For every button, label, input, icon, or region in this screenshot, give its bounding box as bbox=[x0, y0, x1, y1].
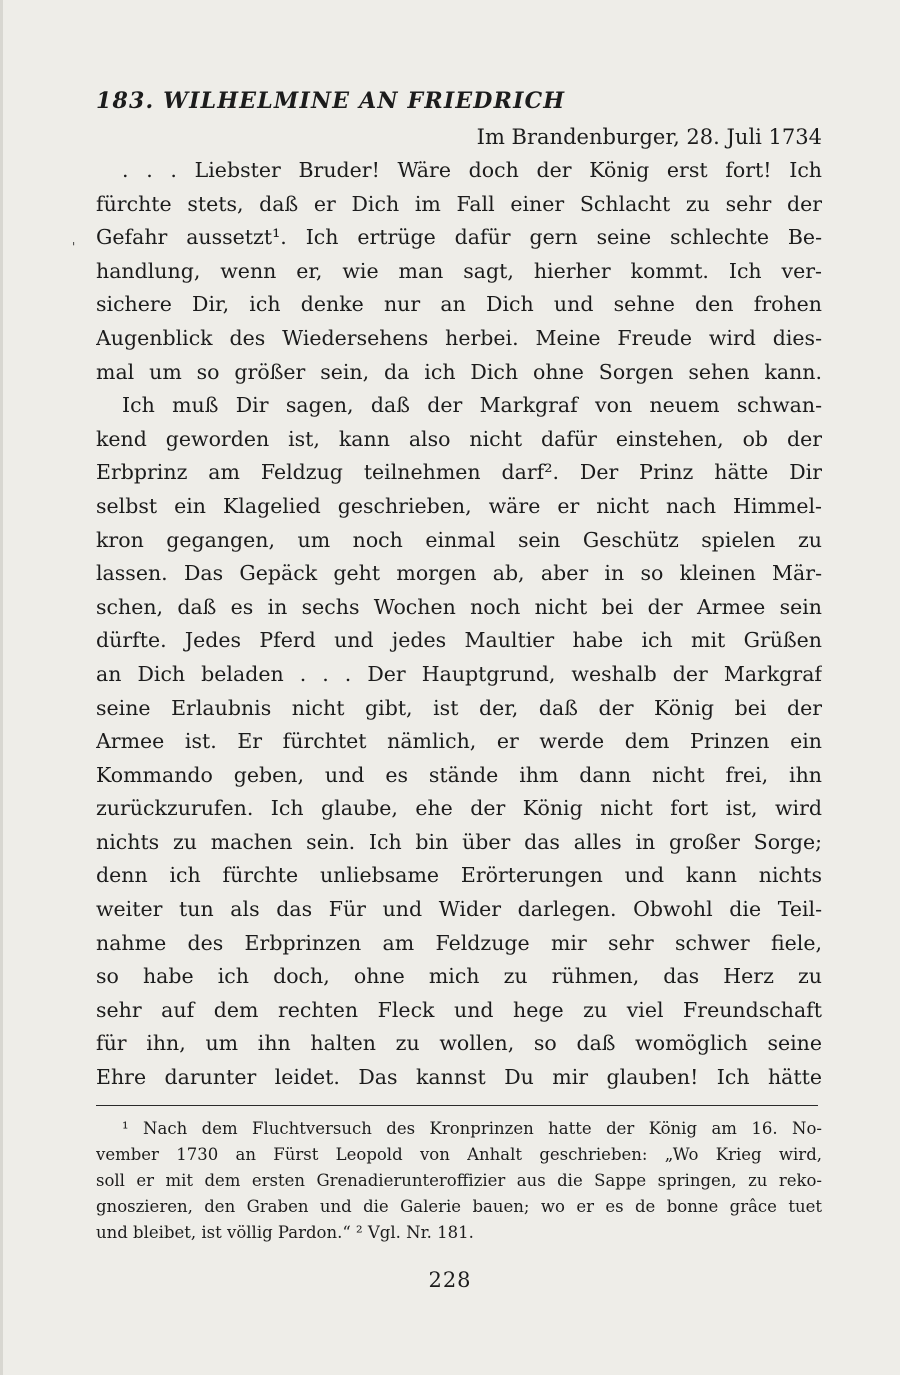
page-edge bbox=[0, 0, 3, 1375]
body-line: schen, daß es in sechs Wochen noch nicht bei der Armee sein bbox=[96, 594, 822, 619]
body-line: weiter tun als das Für und Wider darlegen. Obwohl die Teil- bbox=[96, 897, 822, 922]
body-line: Ich muß Dir sagen, daß der Markgraf von neuem schwan- bbox=[122, 393, 822, 418]
body-line: mal um so größer sein, da ich Dich ohne Sorgen sehen kann. bbox=[96, 359, 822, 384]
body-line: an Dich beladen . . . Der Hauptgrund, weshalb der Markgraf bbox=[96, 661, 822, 686]
letter-heading: 183. WILHELMINE AN FRIEDRICH bbox=[96, 88, 566, 114]
body-line: fürchte stets, daß er Dich im Fall einer Schlacht zu sehr der bbox=[96, 191, 822, 216]
body-line: kron gegangen, um noch einmal sein Geschütz spielen zu bbox=[96, 527, 822, 552]
body-line: . . . Liebster Bruder! Wäre doch der König erst fort! Ich bbox=[122, 158, 822, 182]
body-line: handlung, wenn er, wie man sagt, hierher kommt. Ich ver- bbox=[96, 258, 822, 283]
footnote-line: ¹ Nach dem Fluchtversuch des Kronprinzen hatte der König am 16. No- bbox=[122, 1118, 822, 1138]
footnote-line: und bleibet, ist völlig Pardon.“ ² Vgl. Nr. 181. bbox=[96, 1223, 474, 1243]
body-line: Armee ist. Er fürchtet nämlich, er werde dem Prinzen ein bbox=[96, 729, 822, 754]
footnote-line: soll er mit dem ersten Grenadierunteroffizier aus die Sappe springen, zu reko- bbox=[96, 1171, 822, 1190]
body-line: Gefahr aussetzt¹. Ich ertrüge dafür gern seine schlechte Be- bbox=[96, 225, 822, 250]
body-line: seine Erlaubnis nicht gibt, ist der, daß der König bei der bbox=[96, 695, 822, 720]
footnotes bbox=[96, 1116, 822, 1247]
body-line: so habe ich doch, ohne mich zu rühmen, das Herz zu bbox=[96, 964, 822, 989]
margin-mark: ' bbox=[72, 240, 76, 254]
body-line: denn ich fürchte unliebsame Erörterungen und kann nichts bbox=[96, 863, 822, 888]
page-number: 228 bbox=[428, 1268, 472, 1292]
body-line: nahme des Erbprinzen am Feldzuge mir sehr schwer fiele, bbox=[96, 930, 822, 955]
body-line: sehr auf dem rechten Fleck und hege zu viel Freundschaft bbox=[96, 997, 822, 1022]
text-block bbox=[96, 80, 822, 1247]
body-line: Erbprinz am Feldzug teilnehmen darf². Der Prinz hätte Dir bbox=[96, 460, 822, 485]
footnote-line: gnoszieren, den Graben und die Galerie bauen; wo er es de bonne grâce tuet bbox=[96, 1197, 822, 1217]
letter-body bbox=[96, 154, 822, 1095]
footnote-line: vember 1730 an Fürst Leopold von Anhalt geschrieben: „Wo Krieg wird, bbox=[96, 1144, 822, 1164]
body-line: dürfte. Jedes Pferd und jedes Maultier habe ich mit Grüßen bbox=[96, 628, 822, 653]
body-line: zurückzurufen. Ich glaube, ehe der König nicht fort ist, wird bbox=[96, 796, 822, 821]
body-line: für ihn, um ihn halten zu wollen, so daß womöglich seine bbox=[96, 1031, 822, 1056]
dateline: Im Brandenburger, 28. Juli 1734 bbox=[476, 125, 822, 149]
body-line: Augenblick des Wiedersehens herbei. Meine Freude wird dies- bbox=[96, 325, 822, 350]
footnote-divider bbox=[96, 1105, 818, 1106]
body-line: nichts zu machen sein. Ich bin über das alles in großer Sorge; bbox=[96, 829, 822, 854]
body-line: Ehre darunter leidet. Das kannst Du mir glauben! Ich hätte bbox=[96, 1065, 822, 1090]
body-line: sichere Dir, ich denke nur an Dich und sehne den frohen bbox=[96, 292, 822, 317]
body-line: kend geworden ist, kann also nicht dafür einstehen, ob der bbox=[96, 426, 822, 451]
body-line: Kommando geben, und es stände ihm dann nicht frei, ihn bbox=[96, 762, 822, 787]
body-line: lassen. Das Gepäck geht morgen ab, aber in so kleinen Mär- bbox=[96, 561, 822, 586]
body-line: selbst ein Klagelied geschrieben, wäre er nicht nach Himmel- bbox=[96, 493, 822, 518]
